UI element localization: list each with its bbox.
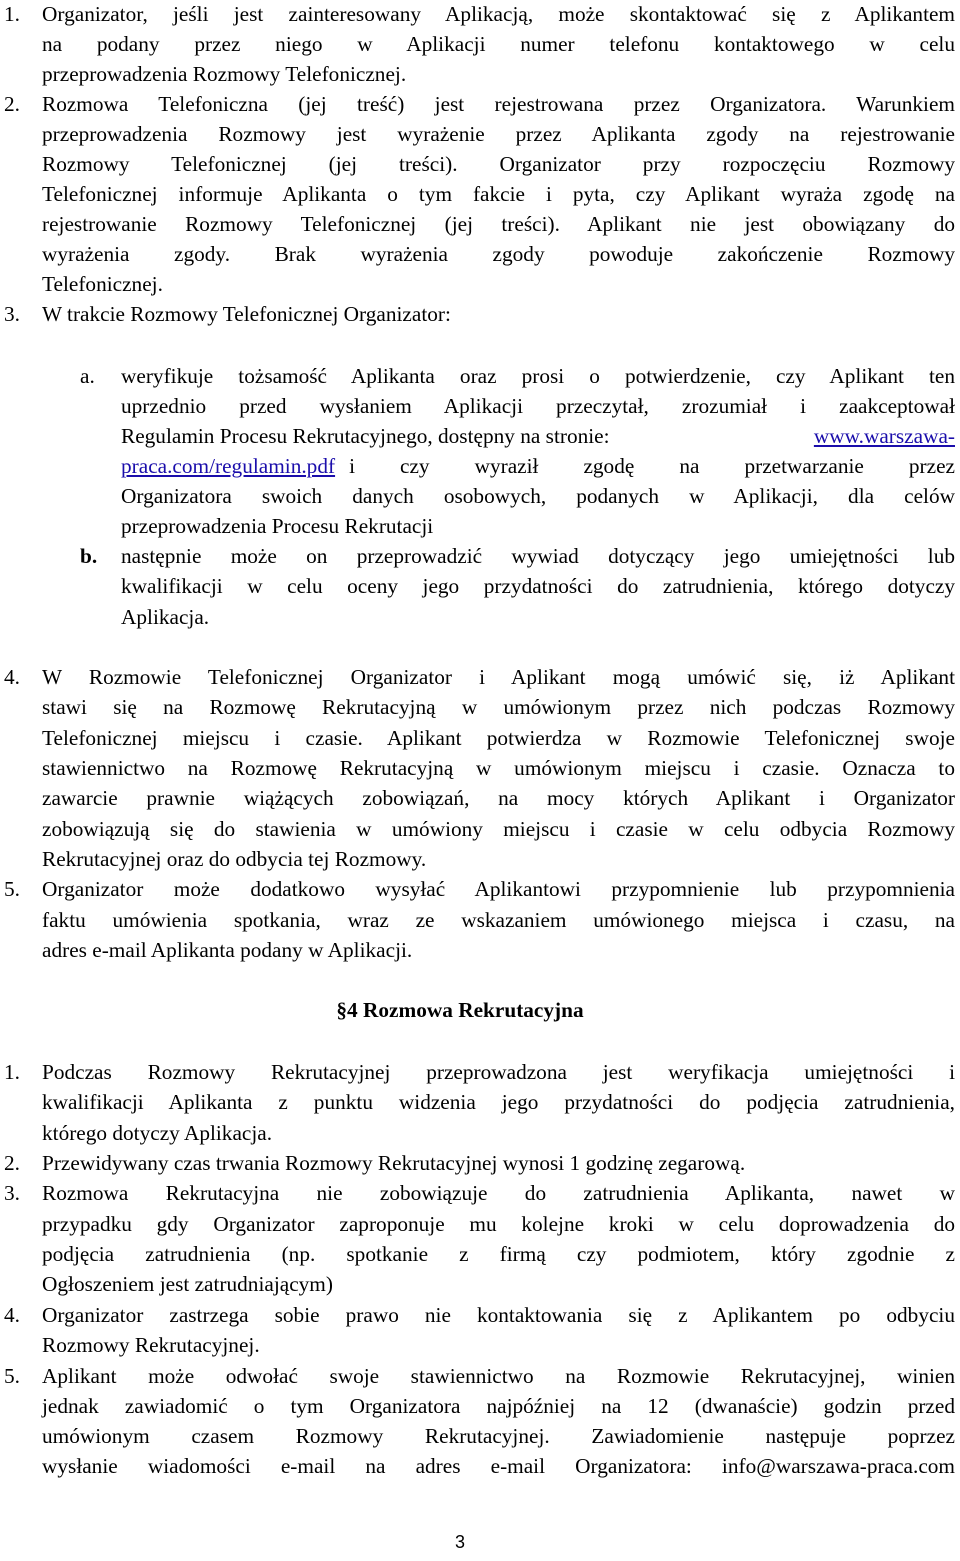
item-text-line: przypadku gdy Organizator zaproponuje mu kolejne kroki w celu doprowadzenia do [42,1212,955,1236]
item-number: 5. [4,1364,20,1388]
item-text-line: na podany przez niego w Aplikacji numer telefonu kontaktowego w celu [42,32,955,56]
page-number: 3 [454,1532,465,1552]
item-text-line: Aplikant może odwołać swoje stawiennictwo na Rozmowie Rekrutacyjnej, winien [42,1364,955,1388]
item-number: 3. [4,302,20,326]
item-text-line [121,421,955,451]
item-text-line: W Rozmowie Telefonicznej Organizator i Aplikant mogą umówić się, iż Aplikant [42,665,955,689]
item-text-line: Organizator, jeśli jest zainteresowany Aplikacją, może skontaktować się z Aplikantem [42,2,955,26]
item-text-line: Organizatora swoich danych osobowych, podanych w Aplikacji, dla celów [121,484,955,508]
item-text-line: umówionym czasem Rozmowy Rekrutacyjnej. Zawiadomienie następuje poprzez [42,1424,955,1448]
item-text-line: podjęcia zatrudnienia (np. spotkanie z firmą czy podmiotem, który zgodnie z [42,1242,955,1266]
item-text-line: przeprowadzenia Rozmowy Telefonicznej. [42,62,407,86]
item-text-segment: i czy wyraził zgodę na przetwarzanie przez [349,454,955,478]
item-text-segment: Regulamin Procesu Rekrutacyjnego, dostępny na stronie: [121,424,610,448]
item-text-line: Organizator może dodatkowo wysyłać Aplikantowi przypomnienie lub przypomnienia [42,877,955,901]
item-text-line: kwalifikacji w celu oceny jego przydatności do zatrudnienia, którego dotyczy [121,574,955,598]
item-text-line: Rozmowa Telefoniczna (jej treść) jest rejestrowana przez Organizatora. Warunkiem [42,92,955,116]
item-text-line: Organizator zastrzega sobie prawo nie kontaktowania się z Aplikantem po odbyciu [42,1303,955,1327]
item-number: 2. [4,1151,20,1175]
item-number: 2. [4,92,20,116]
item-text-line: Rozmowy Telefonicznej (jej treści). Organizator przy rozpoczęciu Rozmowy [42,152,955,176]
item-number: 1. [4,2,20,26]
item-text-line: zobowiązują się do stawienia w umówiony miejscu i czasie w celu odbycia Rozmowy [42,817,955,841]
sub-item-letter: a. [80,364,95,388]
item-text-line: weryfikuje tożsamość Aplikanta oraz prosi o potwierdzenie, czy Aplikant ten [121,364,955,388]
item-text-line: Rozmowa Rekrutacyjna nie zobowiązuje do zatrudnienia Aplikanta, nawet w [42,1181,955,1205]
item-text-line: Aplikacja. [121,605,210,629]
item-text-line: W trakcie Rozmowy Telefonicznej Organizator: [42,302,451,326]
item-number: 5. [4,877,20,901]
item-text-line: Telefonicznej. [42,272,163,296]
item-text-line: Rozmowy Rekrutacyjnej. [42,1333,260,1357]
item-number: 1. [4,1060,20,1084]
item-number: 3. [4,1181,20,1205]
item-text-line: Przewidywany czas trwania Rozmowy Rekrutacyjnej wynosi 1 godzinę zegarową. [42,1151,746,1175]
item-text-line: zawarcie prawnie wiążących zobowiązań, na mocy których Aplikant i Organizator [42,786,955,810]
item-text-line: Ogłoszeniem jest zatrudniającym) [42,1272,333,1296]
item-text-line: przeprowadzenia Procesu Rekrutacji [121,514,434,538]
item-text-line: stawi się na Rozmowę Rekrutacyjną w umówionym przez nich podczas Rozmowy [42,695,955,719]
sub-item-letter: b. [80,544,98,568]
section-heading: §4 Rozmowa Rekrutacyjna [336,998,584,1022]
regulamin-link-continued[interactable]: praca.com/regulamin.pdf [121,454,336,478]
regulamin-link[interactable]: www.warszawa- [813,424,955,448]
item-text-line: adres e-mail Aplikanta podany w Aplikacji. [42,938,413,962]
item-number: 4. [4,1303,20,1327]
item-text-line: Podczas Rozmowy Rekrutacyjnej przeprowadzona jest weryfikacja umiejętności i [42,1060,955,1084]
item-text-line: wysłanie wiadomości e-mail na adres e-mail Organizatora: info@warszawa-praca.com [42,1454,955,1478]
item-text-line: rejestrowanie Rozmowy Telefonicznej (jej treści). Aplikant nie jest obowiązany do [42,212,955,236]
item-text-line: jednak zawiadomić o tym Organizatora najpóźniej na 12 (dwanaście) godzin przed [42,1394,955,1418]
item-text-line: następnie może on przeprowadzić wywiad dotyczący jego umiejętności lub [121,544,955,568]
item-text-line: stawiennictwo na Rozmowę Rekrutacyjną w umówionym miejscu i czasie. Oznacza to [42,756,955,780]
item-text-line [121,451,955,481]
item-text-line: Rekrutacyjnej oraz do odbycia tej Rozmowy. [42,847,427,871]
item-number: 4. [4,665,20,689]
item-text-line: wyrażenia zgody. Brak wyrażenia zgody powoduje zakończenie Rozmowy [42,242,955,266]
item-text-line: przeprowadzenia Rozmowy jest wyrażenie przez Aplikanta zgody na rejestrowanie [42,122,955,146]
item-text-line: uprzednio przed wysłaniem Aplikacji przeczytał, zrozumiał i zaakceptował [121,394,955,418]
item-text-line: którego dotyczy Aplikacja. [42,1121,273,1145]
item-text-line: faktu umówienia spotkania, wraz ze wskazaniem umówionego miejsca i czasu, na [42,908,955,932]
item-text-line: kwalifikacji Aplikanta z punktu widzenia jego przydatności do podjęcia zatrudnienia, [42,1090,955,1114]
item-text-line: Telefonicznej miejscu i czasie. Aplikant potwierdza w Rozmowie Telefonicznej swoje [42,726,955,750]
item-text-line: Telefonicznej informuje Aplikanta o tym fakcie i pyta, czy Aplikant wyraża zgodę na [42,182,955,206]
